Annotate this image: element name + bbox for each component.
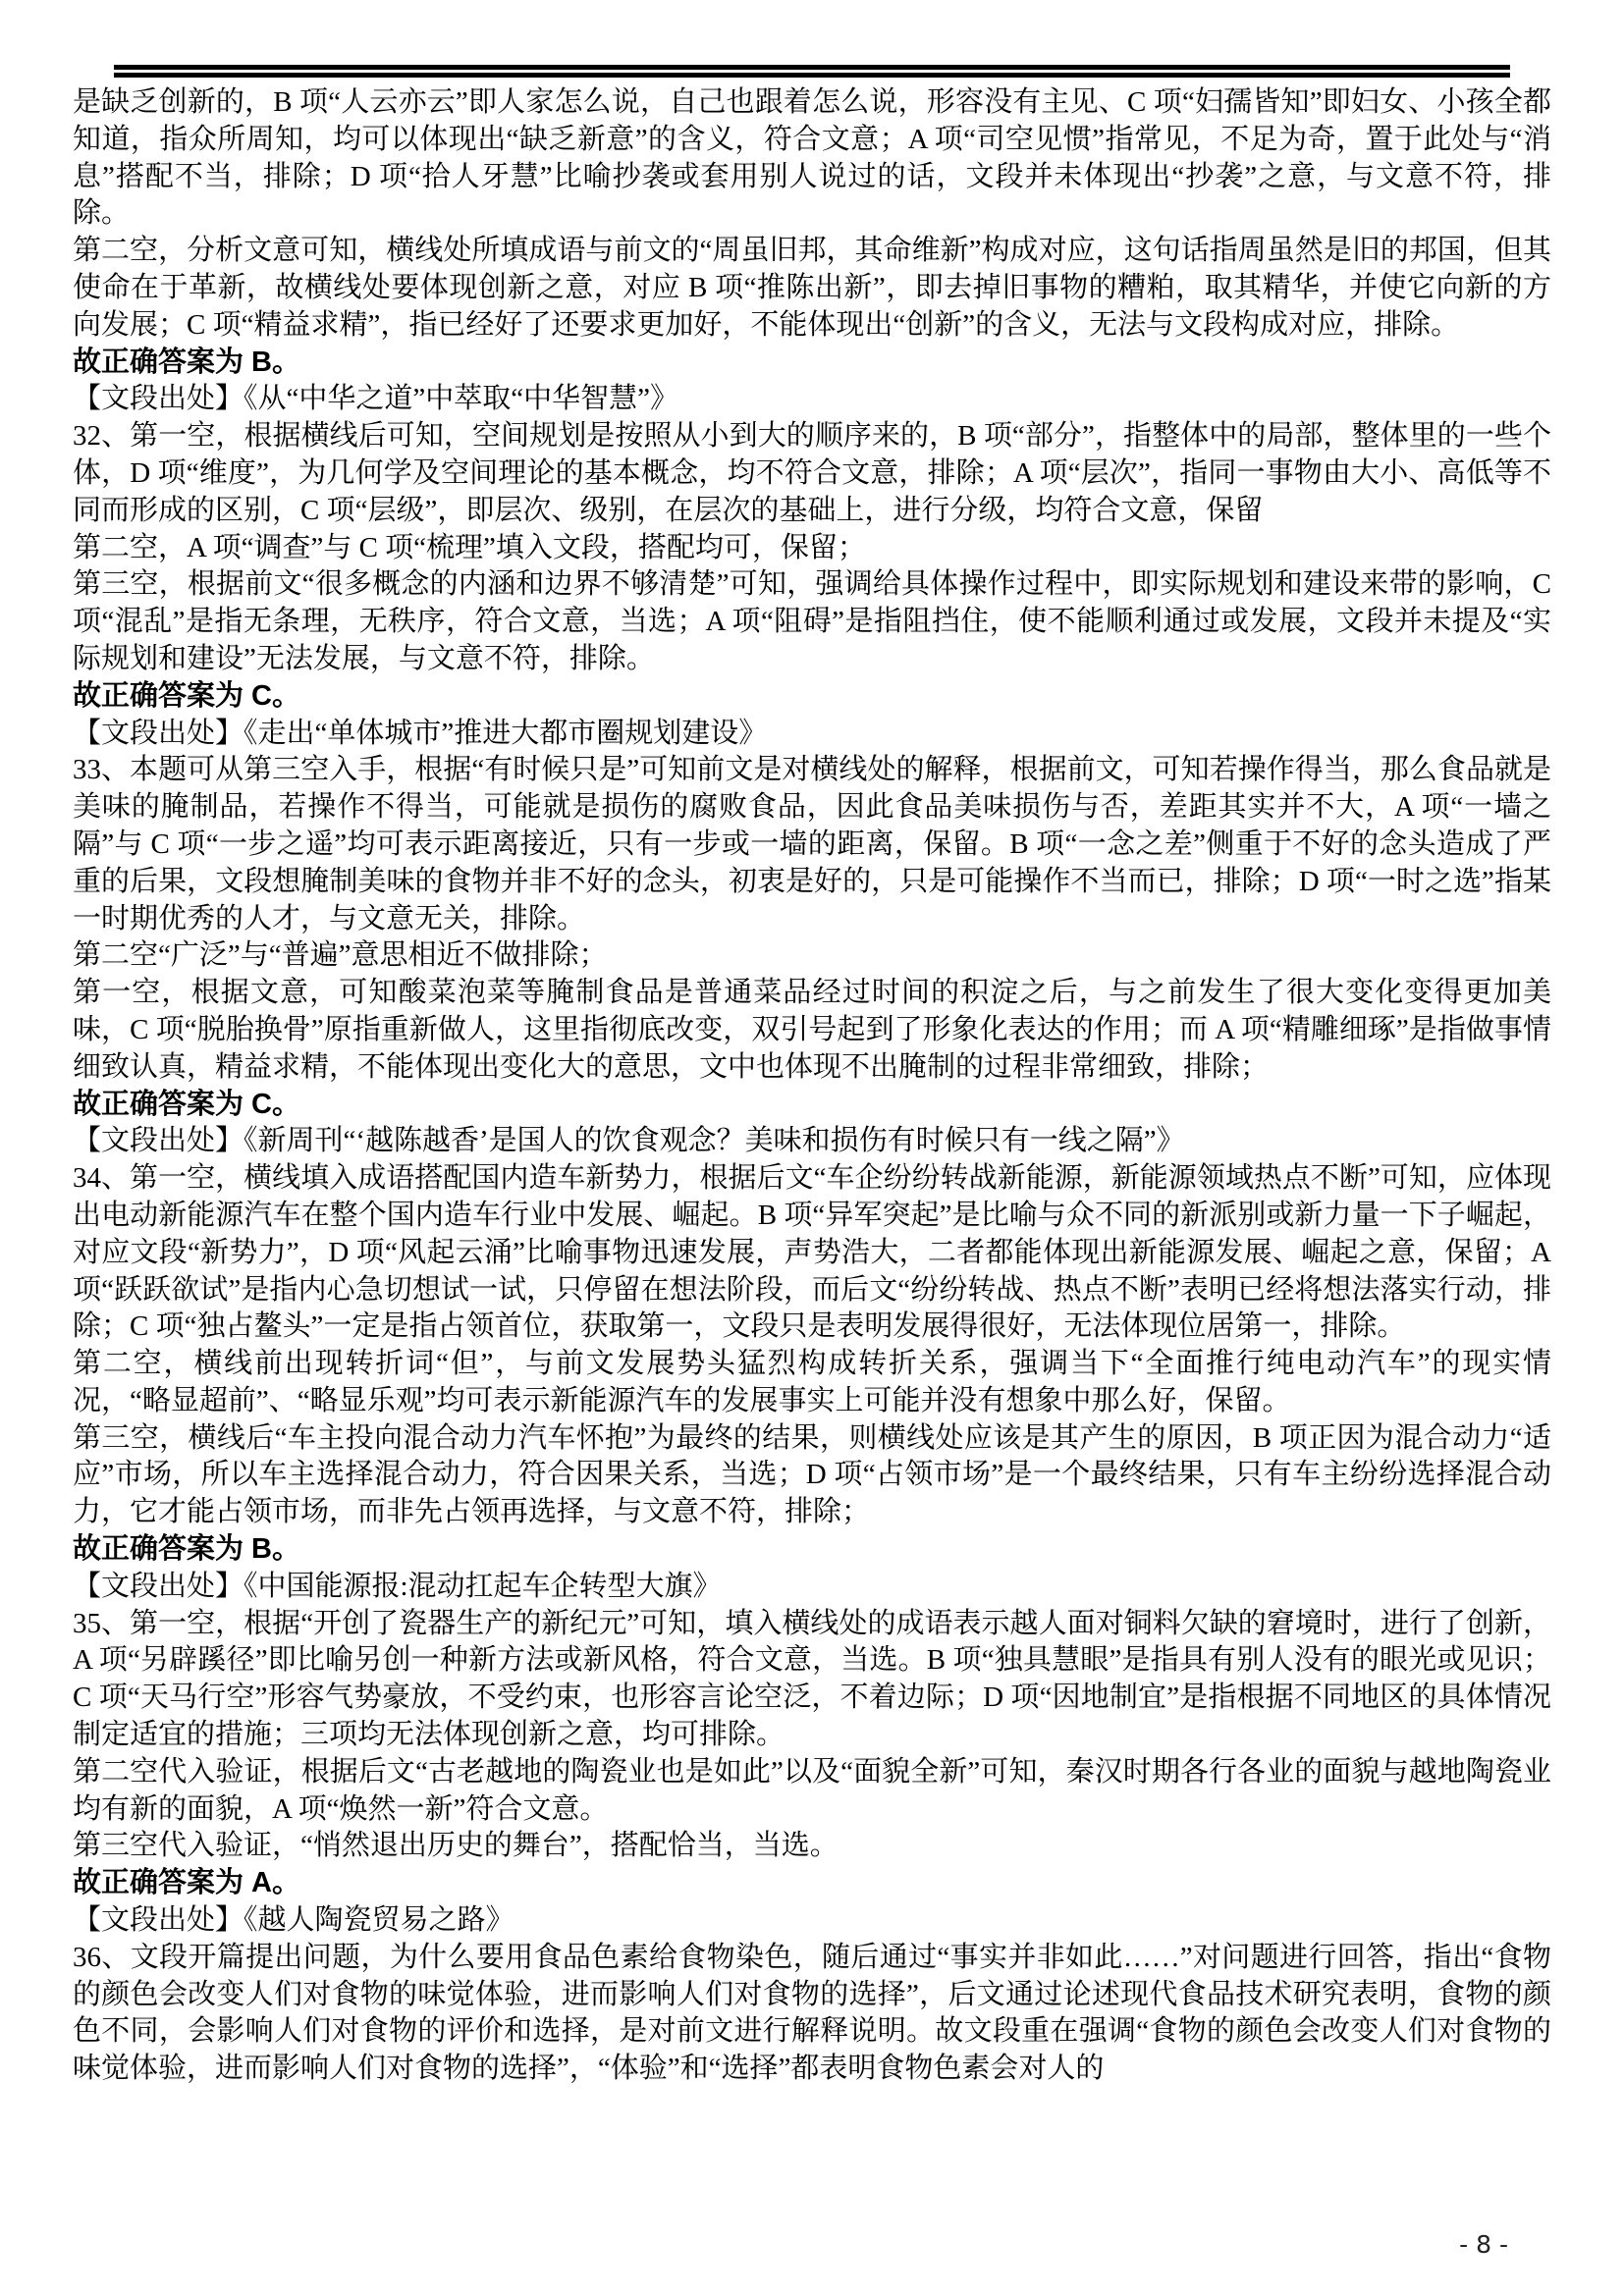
- explanation-paragraph: 34、第一空，横线填入成语搭配国内造车新势力，根据后文“车企纷纷转战新能源，新能源领域热点不断”可知，应体现出电动新能源汽车在整个国内造车行业中发展、崛起。B 项“异军突起”是比喻与众不同的新派别或新力量一下子崛起，对应文段“新势力”，D 项“风起云涌”比喻事物迅速发展，声势浩大，二者都能体现出新能源发展、崛起之意，保留；A 项“跃跃欲试”是指内心急切想试一试，只停留在想法阶段，而后文“纷纷转战、热点不断”表明已经将想法落实行动，排除；C 项“独占鳌头”一定是指占领首位，获取第一，文段只是表明发展得很好，无法体现位居第一，排除。: [73, 1162, 1551, 1343]
- explanation-paragraph: 32、第一空，根据横线后可知，空间规划是按照从小到大的顺序来的，B 项“部分”，指整体中的局部，整体里的一些个体，D 项“维度”，为几何学及空间理论的基本概念，均不符合文意，排除；A 项“层次”，指同一事物由大小、高低等不同而形成的区别，C 项“层级”，即层次、级别，在层次的基础上，进行分级，均符合文意，保留: [73, 420, 1551, 526]
- source-line: 【文段出处】《从“中华之道”中萃取“中华智慧”》: [73, 383, 678, 415]
- explanation-paragraph: 第二空，分析文意可知，横线处所填成语与前文的“周虽旧邦，其命维新”构成对应，这句话指周虽然是旧的邦国，但其使命在于革新，故横线处要体现创新之意，对应 B 项“推陈出新”，即去掉旧事物的糟粕，取其精华，并使它向新的方向发展；C 项“精益求精”，指已经好了还要求更加好，不能体现出“创新”的含义，无法与文段构成对应，排除。: [73, 235, 1551, 341]
- paragraph-list: [73, 84, 1551, 2088]
- answer-line: 故正确答案为 C。: [73, 679, 301, 712]
- source-line: 【文段出处】《走出“单体城市”推进大都市圈规划建设》: [73, 717, 768, 749]
- header-double-rule: [114, 65, 1510, 78]
- explanation-paragraph: 35、第一空，根据“开创了瓷器生产的新纪元”可知，填入横线处的成语表示越人面对铜料欠缺的窘境时，进行了创新，A 项“另辟蹊径”即比喻另创一种新方法或新风格，符合文意，当选。B 项“独具慧眼”是指具有别人没有的眼光或见识；C 项“天马行空”形容气势豪放，不受约束，也形容言论空泛，不着边际；D 项“因地制宜”是指根据不同地区的具体情况制定适宜的措施；三项均无法体现创新之意，均可排除。: [73, 1607, 1551, 1751]
- explanation-paragraph: 第二空代入验证，根据后文“古老越地的陶瓷业也是如此”以及“面貌全新”可知，秦汉时期各行各业的面貌与越地陶瓷业均有新的面貌，A 项“焕然一新”符合文意。: [73, 1755, 1551, 1825]
- source-line: 【文段出处】《新周刊“‘越陈越香’是国人的饮食观念？美味和损伤有时候只有一线之隔”》: [73, 1125, 1185, 1157]
- explanation-paragraph: 33、本题可从第三空入手，根据“有时候只是”可知前文是对横线处的解释，根据前文，可知若操作得当，那么食品就是美味的腌制品，若操作不得当，可能就是损伤的腐败食品，因此食品美味损伤与否，差距其实并不大，A 项“一墙之隔”与 C 项“一步之遥”均可表示距离接近，只有一步或一墙的距离，保留。B 项“一念之差”侧重于不好的念头造成了严重的后果，文段想腌制美味的食物并非不好的念头，初衷是好的，只是可能操作不当而已，排除；D 项“一时之选”指某一时期优秀的人才，与文意无关，排除。: [73, 754, 1551, 934]
- answer-line: 故正确答案为 A。: [73, 1867, 301, 1899]
- source-line: 【文段出处】《中国能源报:混动扛起车企转型大旗》: [73, 1570, 722, 1602]
- explanation-paragraph: 第三空，横线后“车主投向混合动力汽车怀抱”为最终的结果，则横线处应该是其产生的原因，B 项正因为混合动力“适应”市场，所以车主选择混合动力，符合因果关系，当选；D 项“占领市场”是一个最终结果，只有车主纷纷选择混合动力，它才能占领市场，而非先占领再选择，与文意不符，排除；: [73, 1421, 1551, 1528]
- answer-line: 故正确答案为 B。: [73, 1533, 301, 1566]
- answer-line: 故正确答案为 B。: [73, 346, 301, 378]
- explanation-paragraph: 第二空“广泛”与“普遍”意思相近不做排除；: [73, 939, 608, 972]
- explanation-paragraph: 第三空，根据前文“很多概念的内涵和边界不够清楚”可知，强调给具体操作过程中，即实际规划和建设来带的影响，C 项“混乱”是指无条理，无秩序，符合文意，当选；A 项“阻碍”是指阻挡住，使不能顺利通过或发展，文段并未提及“实际规划和建设”无法发展，与文意不符，排除。: [73, 568, 1551, 674]
- explanation-paragraph: 第二空，A 项“调查”与 C 项“梳理”填入文段，搭配均可，保留；: [73, 531, 866, 563]
- explanation-paragraph: 是缺乏创新的，B 项“人云亦云”即人家怎么说，自己也跟着怎么说，形容没有主见、C 项“妇孺皆知”即妇女、小孩全都知道，指众所周知，均可以体现出“缺乏新意”的含义，符合文意；A 项“司空见惯”指常见，不足为奇，置于此处与“消息”搭配不当，排除；D 项“拾人牙慧”比喻抄袭或套用别人说过的话，文段并未体现出“抄袭”之意，与文意不符，排除。: [73, 86, 1551, 230]
- explanation-paragraph: 第一空，根据文意，可知酸菜泡菜等腌制食品是普通菜品经过时间的积淀之后，与之前发生了很大变化变得更加美味，C 项“脱胎换骨”原指重新做人，这里指彻底改变，双引号起到了形象化表达的作用；而 A 项“精雕细琢”是指做事情细致认真，精益求精，不能体现出变化大的意思，文中也体现不出腌制的过程非常细致，排除；: [73, 977, 1551, 1083]
- explanation-paragraph: 第三空代入验证，“悄然退出历史的舞台”，搭配恰当，当选。: [73, 1830, 839, 1862]
- document-body: [73, 84, 1551, 2088]
- page-number: - 8 -: [1459, 2230, 1508, 2259]
- source-line: 【文段出处】《越人陶瓷贸易之路》: [73, 1904, 514, 1937]
- explanation-paragraph: 第二空，横线前出现转折词“但”，与前文发展势头猛烈构成转折关系，强调当下“全面推行纯电动汽车”的现实情况，“略显超前”、“略显乐观”均可表示新能源汽车的发展事实上可能并没有想象中那么好，保留。: [73, 1348, 1551, 1416]
- answer-line: 故正确答案为 C。: [73, 1088, 301, 1120]
- explanation-paragraph: 36、文段开篇提出问题，为什么要用食品色素给食物染色，随后通过“事实并非如此……”对问题进行回答，指出“食物的颜色会改变人们对食物的味觉体验，进而影响人们对食物的选择”，后文通过论述现代食品技术研究表明，食物的颜色不同，会影响人们对食物的评价和选择，是对前文进行解释说明。故文段重在强调“食物的颜色会改变人们对食物的味觉体验，进而影响人们对食物的选择”，“体验”和“选择”都表明食物色素会对人的: [73, 1941, 1551, 2085]
